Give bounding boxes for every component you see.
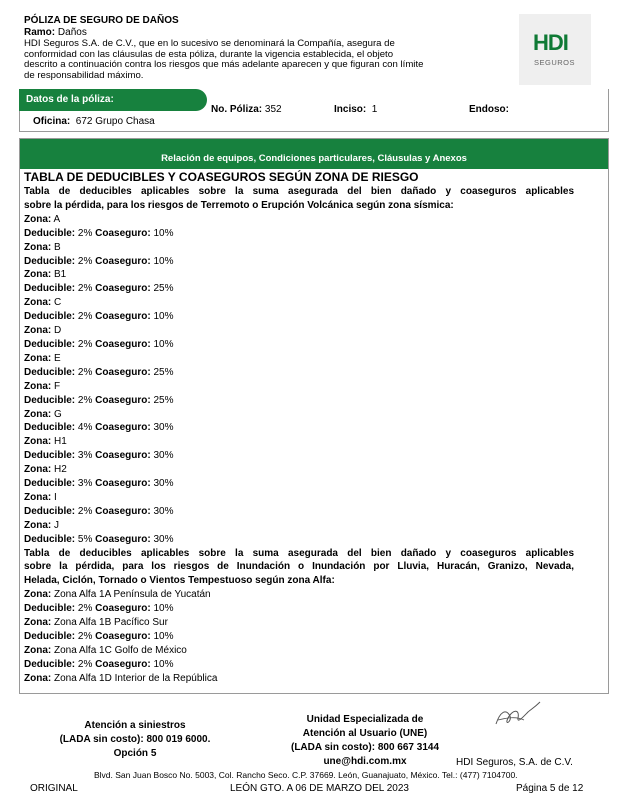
zone-row: [24, 588, 574, 602]
inciso-label: Inciso:: [334, 104, 367, 115]
zona-value: E: [54, 352, 61, 364]
deducible-row: [24, 366, 574, 380]
deducible-label: Deducible:: [24, 658, 76, 670]
coaseguro-value: 25%: [153, 366, 174, 378]
zone-row: [24, 616, 574, 630]
zone-list-alfa: [24, 588, 574, 685]
zona-label: Zona:: [24, 325, 52, 337]
deducible-value: 2%: [77, 505, 93, 517]
zona-label: Zona:: [24, 436, 52, 448]
zone-row: [24, 435, 574, 449]
intro-paragraph-1: [24, 185, 574, 213]
deducible-value: 2%: [77, 283, 93, 295]
coaseguro-label: Coaseguro:: [95, 658, 151, 670]
coaseguro-value: 30%: [153, 505, 174, 517]
zona-label: Zona:: [24, 672, 52, 684]
coaseguro-value: 10%: [153, 227, 174, 239]
logo-sub: SEGUROS: [534, 58, 576, 67]
zona-value: H1: [54, 436, 67, 448]
logo-mark: HDI: [533, 30, 568, 55]
header-line: conformidad con las cláusulas de esta póliza, durante la vigencia establecida, el objeto: [24, 48, 394, 60]
zone-row: [24, 463, 574, 477]
une-email: une@hdi.com.mx: [323, 756, 407, 767]
zona-label: Zona:: [24, 352, 52, 364]
deducible-row: [24, 602, 574, 616]
intro-line: Tabla de deducibles aplicables sobre la suma asegurada del bien dañado y coaseguros aplicables: [24, 186, 574, 197]
zona-label: Zona:: [24, 644, 52, 656]
claims-contact: [40, 719, 230, 761]
deducible-value: 2%: [77, 631, 93, 642]
zona-label: Zona:: [24, 491, 52, 503]
zone-row: [24, 352, 574, 366]
header-paragraph: [24, 39, 500, 81]
company-name: HDI Seguros, S.A. de C.V.: [456, 757, 573, 768]
zona-value: G: [54, 408, 62, 420]
coaseguro-label: Coaseguro:: [95, 505, 151, 517]
header-line: HDI Seguros S.A. de C.V., que en lo sucesivo se denominará la Compañía, asegura de: [24, 38, 395, 49]
ramo-label: Ramo:: [24, 27, 56, 38]
coaseguro-value: 10%: [153, 311, 174, 323]
zone-row: [24, 268, 574, 282]
coaseguro-label: Coaseguro:: [95, 478, 151, 490]
coaseguro-label: Coaseguro:: [95, 631, 151, 642]
inciso: [334, 104, 377, 116]
deducible-value: 2%: [77, 227, 93, 239]
deducible-label: Deducible:: [24, 450, 76, 462]
inciso-value: 1: [371, 104, 378, 115]
ramo-value: Daños: [57, 27, 87, 38]
oficina-label: Oficina:: [33, 116, 71, 127]
coaseguro-value: 30%: [153, 478, 174, 490]
claims-line: Opción 5: [113, 748, 157, 759]
deducible-label: Deducible:: [24, 255, 76, 267]
coaseguro-value: 10%: [153, 603, 174, 615]
coaseguro-label: Coaseguro:: [95, 603, 151, 615]
company-address: Blvd. San Juan Bosco No. 5003, Col. Rancho Seco. C.P. 37669. León, Guanajuato, México. Tel.: (477) 7104700.: [94, 770, 518, 780]
coaseguro-value: 30%: [153, 450, 174, 462]
une-line: Atención al Usuario (UNE): [302, 728, 428, 739]
zona-value: C: [54, 297, 62, 309]
hdi-logo: [519, 14, 591, 85]
zona-label: Zona:: [24, 519, 52, 531]
zona-value: I: [54, 491, 57, 503]
deducible-row: [24, 394, 574, 408]
intro-line: sobre la pérdida, para los riesgos de Inundación o Inundación por Lluvia, Huracán, Granizo, Nevada,: [24, 561, 574, 573]
deducible-row: [24, 338, 574, 352]
deducible-value: 5%: [77, 533, 93, 545]
zone-row: [24, 380, 574, 394]
zona-value: B: [54, 241, 61, 253]
document-header: [24, 15, 500, 81]
coaseguro-label: Coaseguro:: [95, 283, 151, 295]
une-contact: [265, 713, 465, 769]
deducible-label: Deducible:: [24, 505, 76, 517]
oficina: [33, 116, 155, 128]
deducible-label: Deducible:: [24, 533, 76, 545]
zona-value: B1: [54, 269, 67, 281]
deducible-label: Deducible:: [24, 227, 76, 239]
deducible-label: Deducible:: [24, 478, 76, 490]
zone-row: [24, 644, 574, 658]
intro-line: Helada, Ciclón, Tornado o Vientos Tempestuoso según zona Alfa:: [24, 575, 335, 587]
claims-line: Atención a siniestros: [84, 720, 186, 731]
deducible-row: [24, 255, 574, 269]
deducible-label: Deducible:: [24, 366, 76, 378]
coaseguro-value: 30%: [153, 533, 174, 545]
deducible-value: 2%: [77, 311, 93, 323]
zona-label: Zona:: [24, 213, 52, 225]
deducible-label: Deducible:: [24, 394, 76, 406]
claims-line: (LADA sin costo): 800 019 6000.: [59, 734, 211, 745]
zone-row: [24, 296, 574, 310]
intro-paragraph-2: [24, 547, 574, 589]
zona-label: Zona:: [24, 408, 52, 420]
zona-label: Zona:: [24, 617, 52, 629]
coaseguro-value: 10%: [153, 338, 174, 350]
coaseguro-label: Coaseguro:: [95, 422, 151, 434]
zona-label: Zona:: [24, 241, 52, 253]
coaseguro-value: 25%: [153, 283, 174, 295]
coaseguro-label: Coaseguro:: [95, 255, 151, 267]
zone-row: [24, 491, 574, 505]
deducible-label: Deducible:: [24, 631, 76, 642]
poliza-value: 352: [264, 104, 282, 115]
signature-icon: [490, 698, 544, 732]
zone-row: [24, 213, 574, 227]
policy-tab: Datos de la póliza:: [19, 89, 207, 111]
deducible-label: Deducible:: [24, 422, 76, 434]
deducible-row: [24, 421, 574, 435]
zona-value: Zona Alfa 1B Pacífico Sur: [54, 617, 168, 629]
endoso-label: Endoso:: [469, 104, 509, 115]
zone-row: [24, 519, 574, 533]
deducible-value: 2%: [77, 603, 93, 615]
zona-value: Zona Alfa 1A Península de Yucatán: [54, 589, 211, 601]
une-line: (LADA sin costo): 800 667 3144: [290, 742, 440, 753]
coaseguro-label: Coaseguro:: [95, 227, 151, 239]
coaseguro-value: 30%: [153, 422, 174, 434]
zona-value: D: [54, 325, 62, 337]
deducible-label: Deducible:: [24, 283, 76, 295]
deducible-label: Deducible:: [24, 603, 76, 615]
section-bar: Relación de equipos, Condiciones particulares, Cláusulas y Anexos: [20, 139, 608, 169]
deducible-row: [24, 310, 574, 324]
zona-label: Zona:: [24, 380, 52, 392]
zone-row: [24, 672, 574, 686]
header-line: de responsabilidad máximo.: [24, 69, 144, 81]
intro-line: Tabla de deducibles aplicables sobre la suma asegurada del bien dañado y coaseguros aplicables: [24, 547, 574, 559]
deducible-value: 2%: [77, 658, 93, 670]
zona-value: H2: [54, 464, 67, 476]
deducible-label: Deducible:: [24, 311, 76, 323]
zona-label: Zona:: [24, 464, 52, 476]
deducible-row: [24, 449, 574, 463]
zona-value: A: [53, 213, 61, 225]
coaseguro-label: Coaseguro:: [95, 366, 151, 378]
table-title: TABLA DE DEDUCIBLES Y COASEGUROS SEGÚN ZONA DE RIESGO: [24, 170, 419, 184]
zone-row: [24, 324, 574, 338]
coaseguro-label: Coaseguro:: [95, 450, 151, 462]
deducible-value: 2%: [77, 394, 93, 406]
deducible-value: 2%: [77, 255, 93, 267]
zona-label: Zona:: [24, 589, 52, 601]
coaseguro-value: 10%: [153, 631, 174, 642]
deducible-value: 3%: [77, 478, 93, 490]
zona-value: F: [54, 380, 61, 392]
poliza-label: No. Póliza:: [211, 104, 263, 115]
deducible-row: [24, 505, 574, 519]
zona-label: Zona:: [24, 297, 52, 309]
place-date: LEÓN GTO. A 06 DE MARZO DEL 2023: [230, 783, 409, 794]
coaseguro-label: Coaseguro:: [95, 338, 151, 350]
coaseguro-value: 10%: [153, 255, 174, 267]
deducible-row: [24, 533, 574, 547]
header-line: descrito a continuación contra los riesgos que más adelante aparecen y que figuran con límite: [24, 59, 424, 70]
deducible-value: 2%: [77, 338, 93, 350]
une-line: Unidad Especializada de: [306, 714, 424, 725]
oficina-value: 672 Grupo Chasa: [75, 116, 155, 127]
coaseguro-value: 10%: [153, 658, 174, 670]
zone-list-seismic: [24, 213, 574, 547]
intro-line: sobre la pérdida, para los riesgos de Terremoto o Erupción Volcánica según zona sísmica:: [24, 199, 454, 211]
deducible-row: [24, 227, 574, 241]
coaseguro-label: Coaseguro:: [95, 394, 151, 406]
endoso: [469, 104, 509, 116]
zona-value: Zona Alfa 1D Interior de la República: [54, 672, 218, 684]
coaseguro-label: Coaseguro:: [95, 533, 151, 545]
zona-label: Zona:: [24, 269, 52, 281]
original-label: ORIGINAL: [30, 783, 78, 794]
deducible-value: 4%: [77, 422, 93, 434]
coaseguro-value: 25%: [153, 394, 174, 406]
deducible-value: 3%: [77, 450, 93, 462]
deducible-value: 2%: [77, 366, 93, 378]
deducible-row: [24, 630, 574, 644]
document-title: PÓLIZA DE SEGURO DE DAÑOS: [24, 15, 179, 26]
zone-row: [24, 408, 574, 422]
deducible-row: [24, 658, 574, 672]
page-number: Página 5 de 12: [516, 783, 584, 794]
policy-number: [211, 104, 282, 116]
deducible-row: [24, 282, 574, 296]
zona-value: Zona Alfa 1C Golfo de México: [54, 644, 187, 656]
conditions-section: [19, 138, 609, 694]
section-content: [24, 170, 574, 686]
coaseguro-label: Coaseguro:: [95, 311, 151, 323]
zona-value: J: [54, 519, 59, 531]
zone-row: [24, 241, 574, 255]
deducible-label: Deducible:: [24, 338, 76, 350]
deducible-row: [24, 477, 574, 491]
